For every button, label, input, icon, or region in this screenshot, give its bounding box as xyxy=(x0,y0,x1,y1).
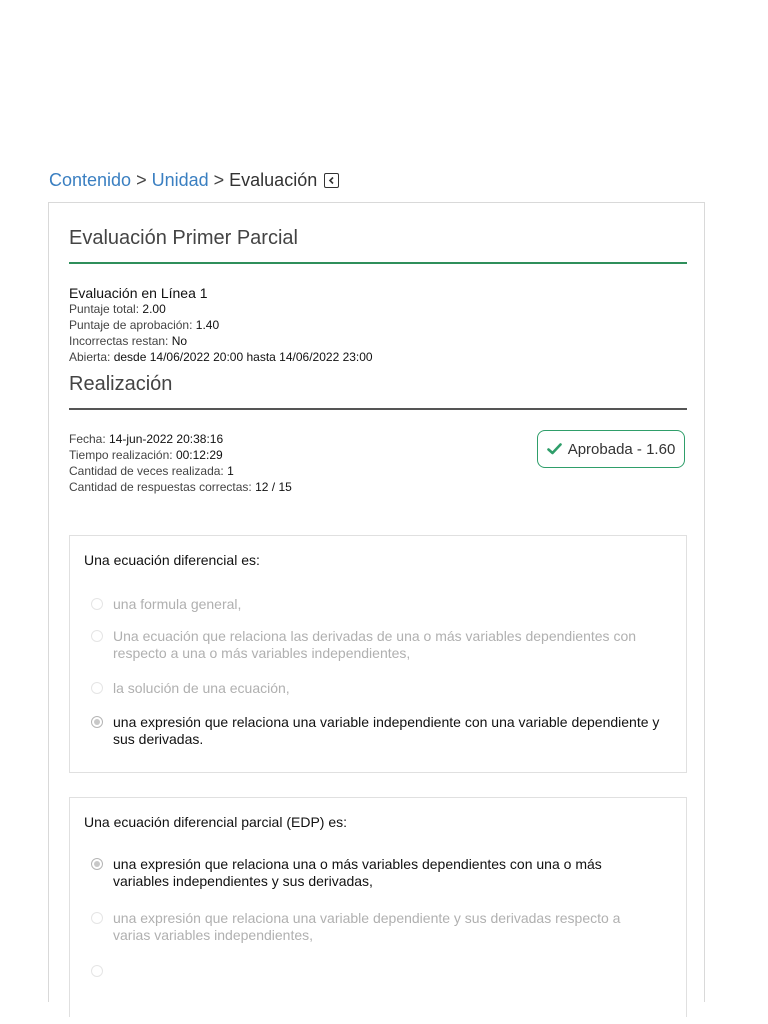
penalty-label: Incorrectas restan: xyxy=(69,334,169,348)
answer-option[interactable] xyxy=(91,680,661,697)
evaluation-panel xyxy=(48,202,705,1002)
attempt-date-value: 14-jun-2022 20:38:16 xyxy=(109,432,224,446)
evaluation-subtitle: Evaluación en Línea 1 xyxy=(69,285,208,301)
breadcrumb xyxy=(49,170,339,191)
answer-label: Una ecuación que relaciona las derivadas de una o más variables dependientes con respecto a una o más variables independientes, xyxy=(113,628,637,661)
attempt-time-label: Tiempo realización: xyxy=(69,448,173,462)
collapse-back-icon[interactable] xyxy=(324,173,339,188)
attempt-info xyxy=(69,431,292,495)
attempt-divider xyxy=(69,408,687,410)
attempt-heading: Realización xyxy=(69,373,173,395)
pass-score-value: 1.40 xyxy=(195,318,220,332)
radio-button[interactable] xyxy=(91,682,103,694)
attempt-count-row xyxy=(69,463,292,479)
total-score-row xyxy=(69,301,373,317)
breadcrumb-separator: > xyxy=(213,170,225,190)
attempt-correct-value: 12 / 15 xyxy=(255,480,292,494)
breadcrumb-separator: > xyxy=(136,170,147,190)
radio-button[interactable] xyxy=(91,912,103,924)
attempt-date-label: Fecha: xyxy=(69,432,106,446)
answer-option[interactable] xyxy=(91,714,661,748)
title-divider xyxy=(69,262,687,264)
question-text: Una ecuación diferencial parcial (EDP) es: xyxy=(84,814,348,830)
attempt-date-row xyxy=(69,431,292,447)
attempt-count-label: Cantidad de veces realizada: xyxy=(69,464,224,478)
evaluation-title: Evaluación Primer Parcial xyxy=(69,227,298,249)
answer-option[interactable] xyxy=(91,910,661,944)
open-period-row xyxy=(69,349,373,365)
pass-score-label: Puntaje de aprobación: xyxy=(69,318,193,332)
answer-label: una expresión que relaciona una variable independiente con una variable dependiente y sus derivadas. xyxy=(113,714,660,747)
attempt-time-row xyxy=(69,447,292,463)
answer-option[interactable] xyxy=(91,596,661,613)
answer-label: una expresión que relaciona una variable dependiente y sus derivadas respecto a varias variables independientes, xyxy=(113,910,621,943)
total-score-value: 2.00 xyxy=(142,302,166,316)
open-period-label: Abierta: xyxy=(69,350,111,364)
question-text: Una ecuación diferencial es: xyxy=(84,552,260,568)
status-text: Aprobada - 1.60 xyxy=(567,440,676,458)
attempt-correct-row xyxy=(69,479,292,495)
open-period-value: desde 14/06/2022 20:00 hasta 14/06/2022 23:00 xyxy=(113,350,373,364)
answer-label: una formula general, xyxy=(113,596,242,612)
penalty-row xyxy=(69,333,373,349)
radio-button-selected[interactable] xyxy=(91,716,103,728)
total-score-label: Puntaje total: xyxy=(69,302,140,316)
breadcrumb-link-unidad[interactable]: Unidad xyxy=(151,170,209,190)
attempt-correct-label: Cantidad de respuestas correctas: xyxy=(69,480,252,494)
breadcrumb-current: Evaluación xyxy=(229,170,318,190)
answer-label: la solución de una ecuación, xyxy=(113,680,290,696)
check-icon xyxy=(547,443,562,455)
breadcrumb-link-contenido[interactable]: Contenido xyxy=(49,170,132,190)
radio-button[interactable] xyxy=(91,630,103,642)
radio-button[interactable] xyxy=(91,598,103,610)
question-card xyxy=(69,797,687,1017)
attempt-count-value: 1 xyxy=(227,464,234,478)
pass-score-row xyxy=(69,317,373,333)
answer-option[interactable] xyxy=(91,628,661,662)
evaluation-info xyxy=(69,285,373,365)
question-card xyxy=(69,535,687,773)
attempt-time-value: 00:12:29 xyxy=(175,448,223,462)
radio-button[interactable] xyxy=(91,965,103,977)
answer-label: una expresión que relaciona una o más variables dependientes con una o más variables independientes y sus derivadas, xyxy=(113,856,602,889)
penalty-value: No xyxy=(171,334,188,348)
radio-button-selected[interactable] xyxy=(91,858,103,870)
status-badge xyxy=(537,430,685,468)
answer-option[interactable] xyxy=(91,856,661,890)
answer-option[interactable] xyxy=(91,963,661,977)
